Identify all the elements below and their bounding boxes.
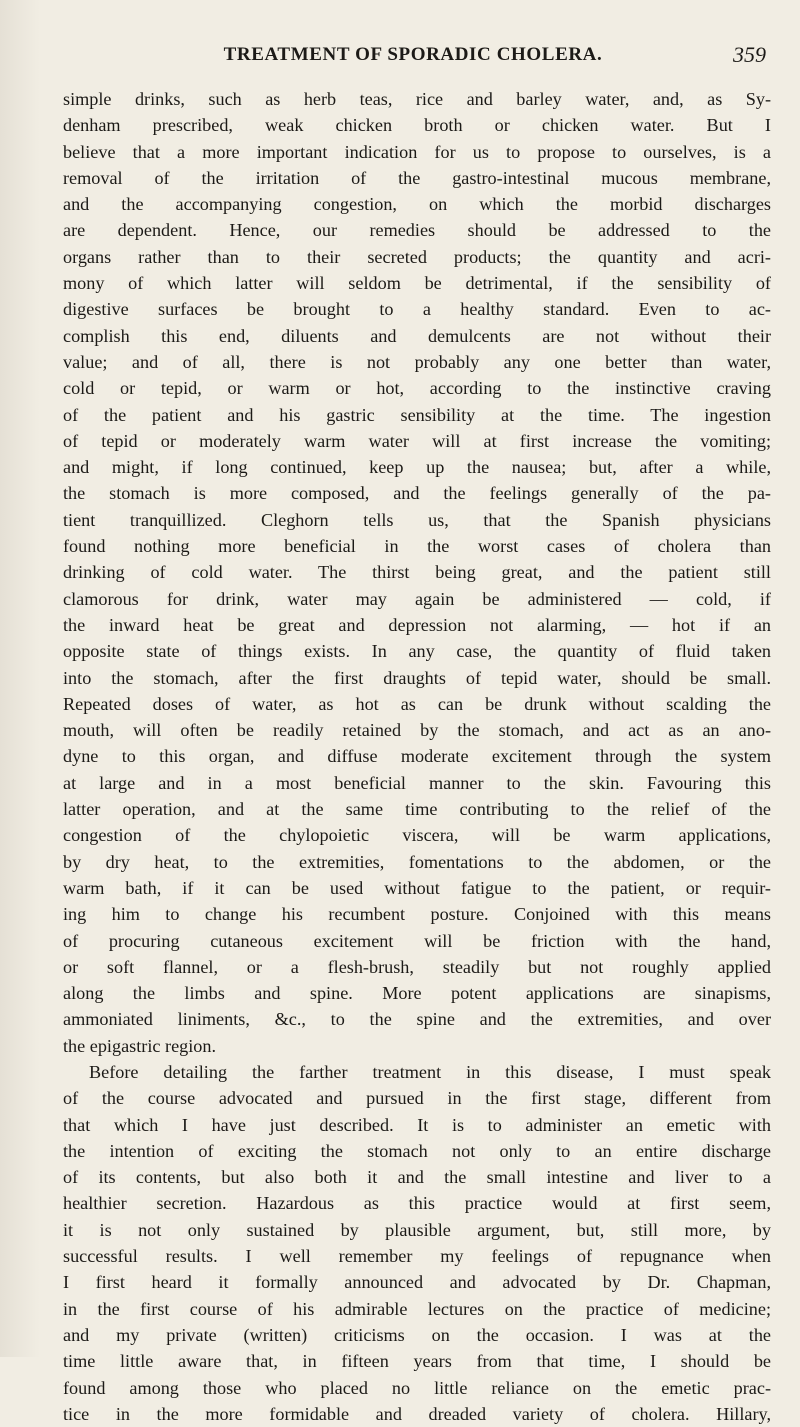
text-line: tient tranquillized. Cleghorn tells us, that the Spanish physicians — [63, 509, 771, 530]
text-line: in the first course of his admirable lectures on the practice of medicine; — [63, 1298, 771, 1319]
running-head — [60, 44, 766, 74]
text-line: into the stomach, after the first draughts of tepid water, should be small. — [63, 667, 771, 688]
text-line: of the course advocated and pursued in the first stage, different from — [63, 1088, 771, 1109]
text-line: and my private (written) criticisms on the occasion. I was at the — [63, 1324, 771, 1345]
text-line: complish this end, diluents and demulcents are not without their — [63, 325, 771, 346]
text-line: Before detailing the farther treatment in this disease, I must speak — [89, 1061, 771, 1082]
text-line: the intention of exciting the stomach not only to an entire discharge — [63, 1140, 771, 1161]
text-line: opposite state of things exists. In any case, the quantity of fluid taken — [63, 641, 771, 662]
text-line: clamorous for drink, water may again be administered — cold, if — [63, 588, 771, 609]
text-line: the stomach is more composed, and the feelings generally of the pa- — [63, 483, 771, 504]
text-line: tice in the more formidable and dreaded variety of cholera. Hillary, — [63, 1403, 771, 1424]
text-line: denham prescribed, weak chicken broth or chicken water. But I — [63, 115, 771, 136]
text-line: I first heard it formally announced and advocated by Dr. Chapman, — [63, 1272, 771, 1293]
text-line: successful results. I well remember my feelings of repugnance when — [63, 1246, 771, 1267]
text-line: believe that a more important indication for us to propose to ourselves, is a — [63, 141, 771, 162]
text-line: and might, if long continued, keep up the nausea; but, after a while, — [63, 457, 771, 478]
text-line: organs rather than to their secreted products; the quantity and acri- — [63, 246, 771, 267]
text-line: that which I have just described. It is to administer an emetic with — [63, 1114, 771, 1135]
text-line: drinking of cold water. The thirst being great, and the patient still — [63, 562, 771, 583]
body-text — [63, 86, 771, 1427]
running-title: TREATMENT OF SPORADIC CHOLERA. — [223, 44, 603, 65]
text-line: of procuring cutaneous excitement will be friction with the hand, — [63, 930, 771, 951]
text-line: by dry heat, to the extremities, fomentations to the abdomen, or the — [63, 851, 771, 872]
text-line: digestive surfaces be brought to a healthy standard. Even to ac- — [63, 299, 771, 320]
text-line: the epigastric region. — [63, 1035, 217, 1056]
text-line: of tepid or moderately warm water will at first increase the vomiting; — [63, 430, 771, 451]
text-line: are dependent. Hence, our remedies should be addressed to the — [63, 220, 771, 241]
text-line: found among those who placed no little reliance on the emetic prac- — [63, 1377, 771, 1398]
page-number: 359 — [733, 42, 766, 67]
text-line: congestion of the chylopoietic viscera, will be warm applications, — [63, 825, 771, 846]
text-line: warm bath, if it can be used without fatigue to the patient, or requir- — [63, 877, 771, 898]
text-line: or soft flannel, or a flesh-brush, steadily but not roughly applied — [63, 956, 771, 977]
text-line: value; and of all, there is not probably any one better than water, — [63, 351, 771, 372]
text-line: along the limbs and spine. More potent applications are sinapisms, — [63, 983, 771, 1004]
text-line: and the accompanying congestion, on which the morbid discharges — [63, 194, 771, 215]
text-line: ing him to change his recumbent posture. Conjoined with this means — [63, 904, 771, 925]
text-line: it is not only sustained by plausible argument, but, still more, by — [63, 1219, 771, 1240]
text-line: latter operation, and at the same time contributing to the relief of the — [63, 799, 771, 820]
text-line: mouth, will often be readily retained by the stomach, and act as an ano- — [63, 720, 771, 741]
text-line: healthier secretion. Hazardous as this practice would at first seem, — [63, 1193, 771, 1214]
text-line: time little aware that, in fifteen years from that time, I should be — [63, 1351, 771, 1372]
text-line: of the patient and his gastric sensibility at the time. The ingestion — [63, 404, 771, 425]
text-line: the inward heat be great and depression not alarming, — hot if an — [63, 614, 771, 635]
text-line: found nothing more beneficial in the worst cases of cholera than — [63, 536, 771, 557]
text-line: cold or tepid, or warm or hot, according to the instinctive craving — [63, 378, 771, 399]
text-line: simple drinks, such as herb teas, rice and barley water, and, as Sy- — [63, 89, 771, 109]
text-line: Repeated doses of water, as hot as can be drunk without scalding the — [63, 693, 771, 714]
text-line: ammoniated liniments, &c., to the spine and the extremities, and over — [63, 1009, 771, 1030]
text-line: at large and in a most beneficial manner to the skin. Favouring this — [63, 772, 771, 793]
text-line: removal of the irritation of the gastro-intestinal mucous membrane, — [63, 167, 771, 188]
text-line: dyne to this organ, and diffuse moderate excitement through the system — [63, 746, 771, 767]
text-line: of its contents, but also both it and the small intestine and liver to a — [63, 1167, 771, 1188]
text-line: mony of which latter will seldom be detrimental, if the sensibility of — [63, 273, 771, 294]
